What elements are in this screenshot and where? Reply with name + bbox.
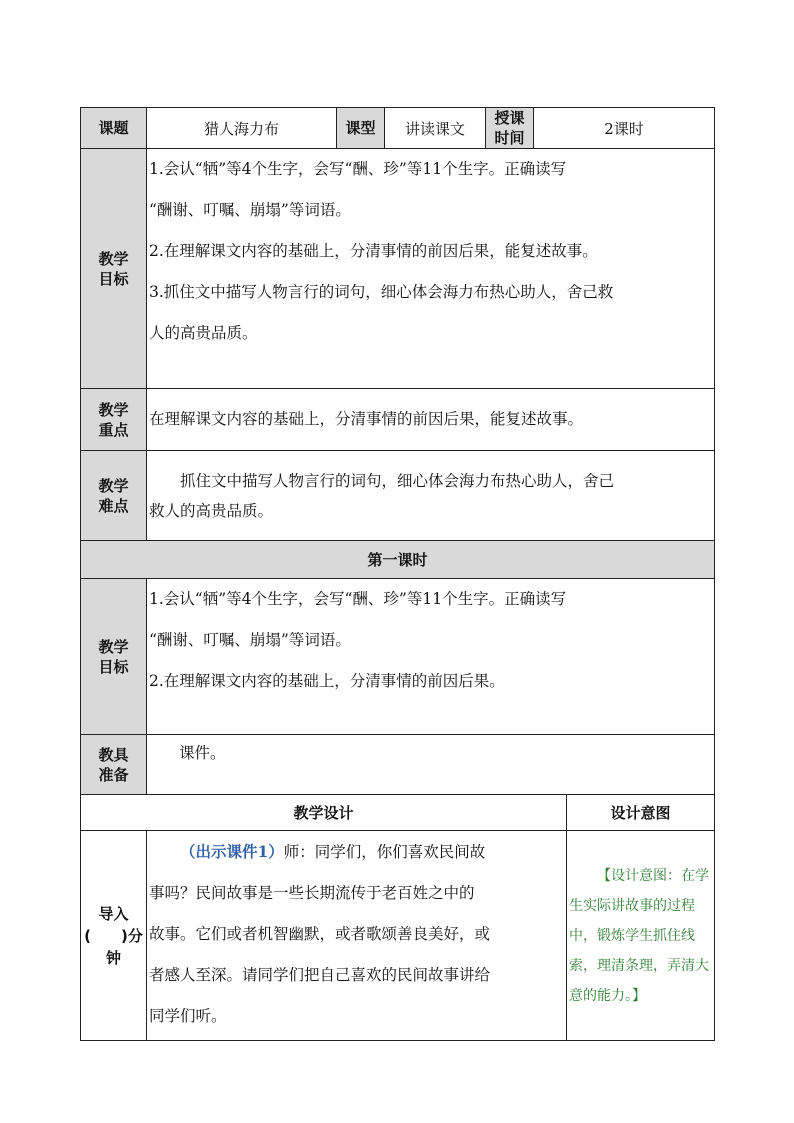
tools-value: 课件。 [147, 735, 715, 795]
intro-line: 事吗？民间故事是一些长期流传于老百姓之中的 [149, 884, 475, 902]
lesson-plan-table [80, 107, 715, 1041]
goals-label-line-1: 教学 [98, 249, 129, 268]
intro-label [81, 831, 147, 1041]
goals-line: 2.在理解课文内容的基础上，分清事情的前因后果，能复述故事。 [149, 242, 598, 260]
design-intent-text: 【设计意图：在学生实际讲故事的过程中，锻炼学生抓住线索，理清条理，弄清大意的能力。】 [567, 831, 715, 1041]
intro-label-line-1: 导入 [98, 904, 129, 923]
difficulties-label-line-2: 难点 [98, 496, 129, 515]
intro-line: 故事。它们或者机智幽默，或者歌颂善良美好，或 [149, 925, 491, 943]
tools-label-line-1: 教具 [98, 745, 129, 764]
intro-line-text: 师：同学们，你们喜欢民间故 [283, 843, 486, 861]
goals-line: “酬谢、叮嘱、崩塌”等词语。 [149, 201, 351, 219]
goals-line: 1.会认“牺”等4个生字，会写“酬、珍”等11个生字。正确读写 [149, 160, 567, 178]
key-points-row [81, 389, 715, 451]
goals-label-line-2: 目标 [98, 269, 129, 288]
goals-line: 人的高贵品质。 [149, 324, 258, 342]
time-label [486, 108, 534, 149]
key-points-label [81, 389, 147, 451]
first-goals-label-line-1: 教学 [98, 637, 129, 656]
first-goals-label-line-2: 目标 [98, 657, 129, 676]
tools-row [81, 735, 715, 795]
slide-reference: （出示课件1） [180, 842, 284, 861]
time-label-line-2: 时间 [494, 129, 525, 147]
key-points-label-line-2: 重点 [98, 420, 129, 439]
intro-line: 者感人至深。请同学们把自己喜欢的民间故事讲给 [149, 966, 491, 984]
first-goals-line: “酬谢、叮嘱、崩塌”等词语。 [149, 631, 351, 649]
topic-value: 猎人海力布 [147, 108, 337, 149]
first-lesson-row [81, 541, 715, 579]
intent-column-header: 设计意图 [567, 795, 715, 831]
time-label-line-1: 授课 [494, 109, 525, 127]
type-label: 课型 [337, 108, 385, 149]
goals-line: 3.抓住文中描写人物言行的词句，细心体会海力布热心助人，舍己救 [149, 283, 614, 301]
header-row [81, 108, 715, 149]
topic-label: 课题 [81, 108, 147, 149]
difficulties-row [81, 451, 715, 541]
intro-content [147, 831, 567, 1041]
difficulties-line: 抓住文中描写人物言行的词句，细心体会海力布热心助人，舍己 [180, 471, 615, 490]
time-value: 2课时 [534, 108, 715, 149]
first-goals-row [81, 579, 715, 735]
difficulties-label-line-1: 教学 [98, 476, 129, 495]
difficulties-content [147, 451, 715, 541]
difficulties-line: 救人的高贵品质。 [149, 501, 274, 520]
first-goals-line: 1.会认“牺”等4个生字，会写“酬、珍”等11个生字。正确读写 [149, 590, 567, 608]
goals-label [81, 149, 147, 389]
first-lesson-title: 第一课时 [81, 541, 715, 579]
design-header-row [81, 795, 715, 831]
key-points-label-line-1: 教学 [98, 400, 129, 419]
tools-label-line-2: 准备 [98, 765, 129, 784]
intro-line [149, 831, 564, 873]
type-value: 讲读课文 [385, 108, 486, 149]
goals-row [81, 149, 715, 389]
design-column-header: 教学设计 [81, 795, 567, 831]
first-goals-label [81, 579, 147, 735]
tools-label [81, 735, 147, 795]
first-goals-line: 2.在理解课文内容的基础上，分清事情的前因后果。 [149, 672, 505, 690]
intro-label-line-2: ( )分 [84, 926, 143, 945]
intro-row [81, 831, 715, 1041]
intro-label-line-3: 钟 [105, 948, 121, 967]
key-points-text: 在理解课文内容的基础上，分清事情的前因后果，能复述故事。 [147, 389, 715, 451]
difficulties-label [81, 451, 147, 541]
goals-content [147, 149, 715, 389]
intro-line: 同学们听。 [149, 1007, 227, 1025]
first-goals-content [147, 579, 715, 735]
